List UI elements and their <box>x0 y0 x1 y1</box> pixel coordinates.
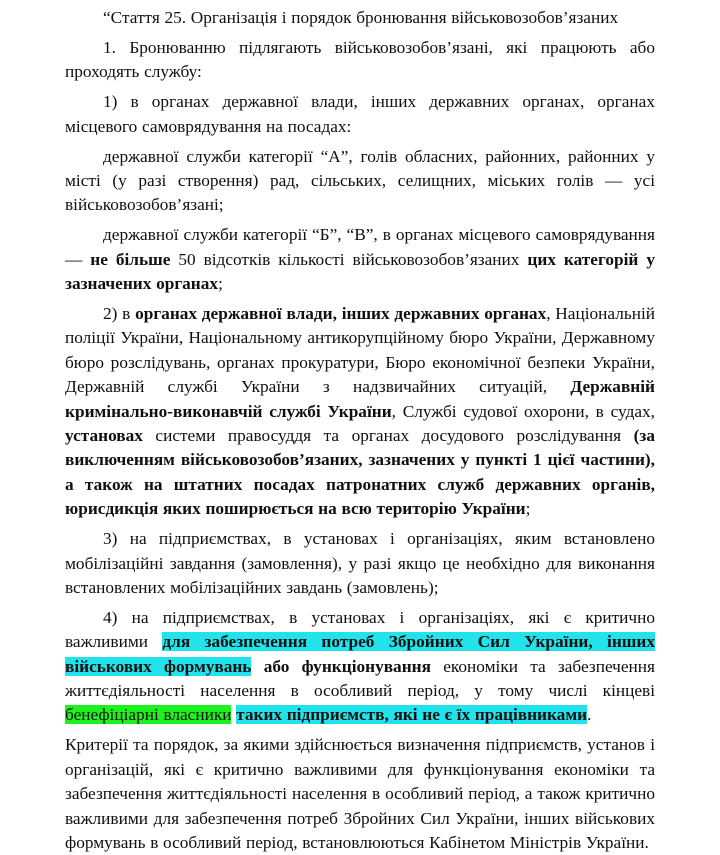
sub-b-bold-2: цих категорій у зазначених органах <box>65 249 655 294</box>
clause-item-2 <box>65 302 655 522</box>
item-2-seg-5: , Службі судової охорони, в судах, <box>391 401 655 421</box>
clause-item-1: 1) в органах державної влади, інших державних органах, органах місцевого самоврядування на посадах: <box>65 92 655 136</box>
item-4-highlight-cyan-3: які не є їх працівниками <box>393 705 588 725</box>
clause-item-1-sub-b <box>65 223 655 296</box>
item-4-seg-1: 4) на підприємствах, в установах і організаціях, які є критично важливими <box>65 607 655 652</box>
item-2-seg-2-bold: органах державної влади, інших державних органах <box>135 303 547 323</box>
sub-b-text-1: державної служби категорії “Б”, “В”, в органах місцевого самоврядування — <box>65 225 655 269</box>
clause-item-4 <box>65 606 655 728</box>
item-2-seg-9: ; <box>525 499 531 519</box>
item-2-seg-3: , Національній поліції України, Національному антикорупційному бюро України, Державному бюро розслідувань, органах прокуратури, Бюро економічної безпеки України, Державній службі України з надзвичайних ситуацій, <box>65 303 656 397</box>
sub-b-tail: ; <box>218 274 223 294</box>
item-2-seg-8-bold: (за виключенням військовозобов’язаних, зазначених у пункті 1 цієї частини), а також на штатних посадах патронатних служб державних органів, юрисдикція яких поширюється на всю територію України <box>65 426 655 519</box>
sub-b-text-2: 50 відсотків кількості військовозобов’язаних <box>170 249 528 269</box>
clause-1-lead: 1. Бронюванню підлягають військовозобов’язані, які працюють або проходять службу: <box>65 37 655 82</box>
item-2-seg-1: 2) в <box>103 303 136 323</box>
sub-b-bold-1: не більше <box>90 249 171 269</box>
item-4-seg-3-bold: або функціонування <box>251 656 431 676</box>
item-4-seg-9: . <box>587 705 592 725</box>
item-4-highlight-cyan-1: для забезпечення потреб Збройних Сил України, інших військових формувань <box>65 632 655 676</box>
item-4-seg-4: економіки та забезпечення життєдіяльності населення в особливий період, у тому числі кінцеві <box>65 656 655 701</box>
item-4-highlight-green: бенефіціарні власники <box>65 705 232 725</box>
article-heading: “Стаття 25. Організація і порядок бронювання військовозобов’язаних <box>103 8 619 27</box>
clause-item-1-sub-a: державної служби категорії “А”, голів обласних, районних, районних у місті (у разі створення) рад, сільських, селищних, міських голів — усі військовозобов’язані; <box>65 146 655 215</box>
closing-paragraph: Критерії та порядок, за якими здійснюється визначення підприємств, установ і організацій, які є критично важливими для функціонування економіки та забезпечення життєдіяльності населення в особливий період, а також критично важливими для забезпечення потреб Збройних Сил України, інших військових формувань в особливий період, встановлюються Кабінетом Міністрів України. <box>65 735 655 852</box>
item-2-seg-4-bold: Державній кримінально-виконавчій службі України <box>65 377 655 421</box>
clause-item-3: 3) на підприємствах, в установах і організаціях, яким встановлено мобілізаційні завдання (замовлення), у разі якщо це необхідно для виконання встановлених мобілізаційних завдань (замовлень); <box>65 529 655 597</box>
item-2-seg-7: системи правосуддя та органах досудового розслідування <box>142 426 634 445</box>
item-4-highlight-cyan-2: таких підприємств, <box>236 705 394 725</box>
item-2-seg-6-bold: установах <box>65 426 143 445</box>
